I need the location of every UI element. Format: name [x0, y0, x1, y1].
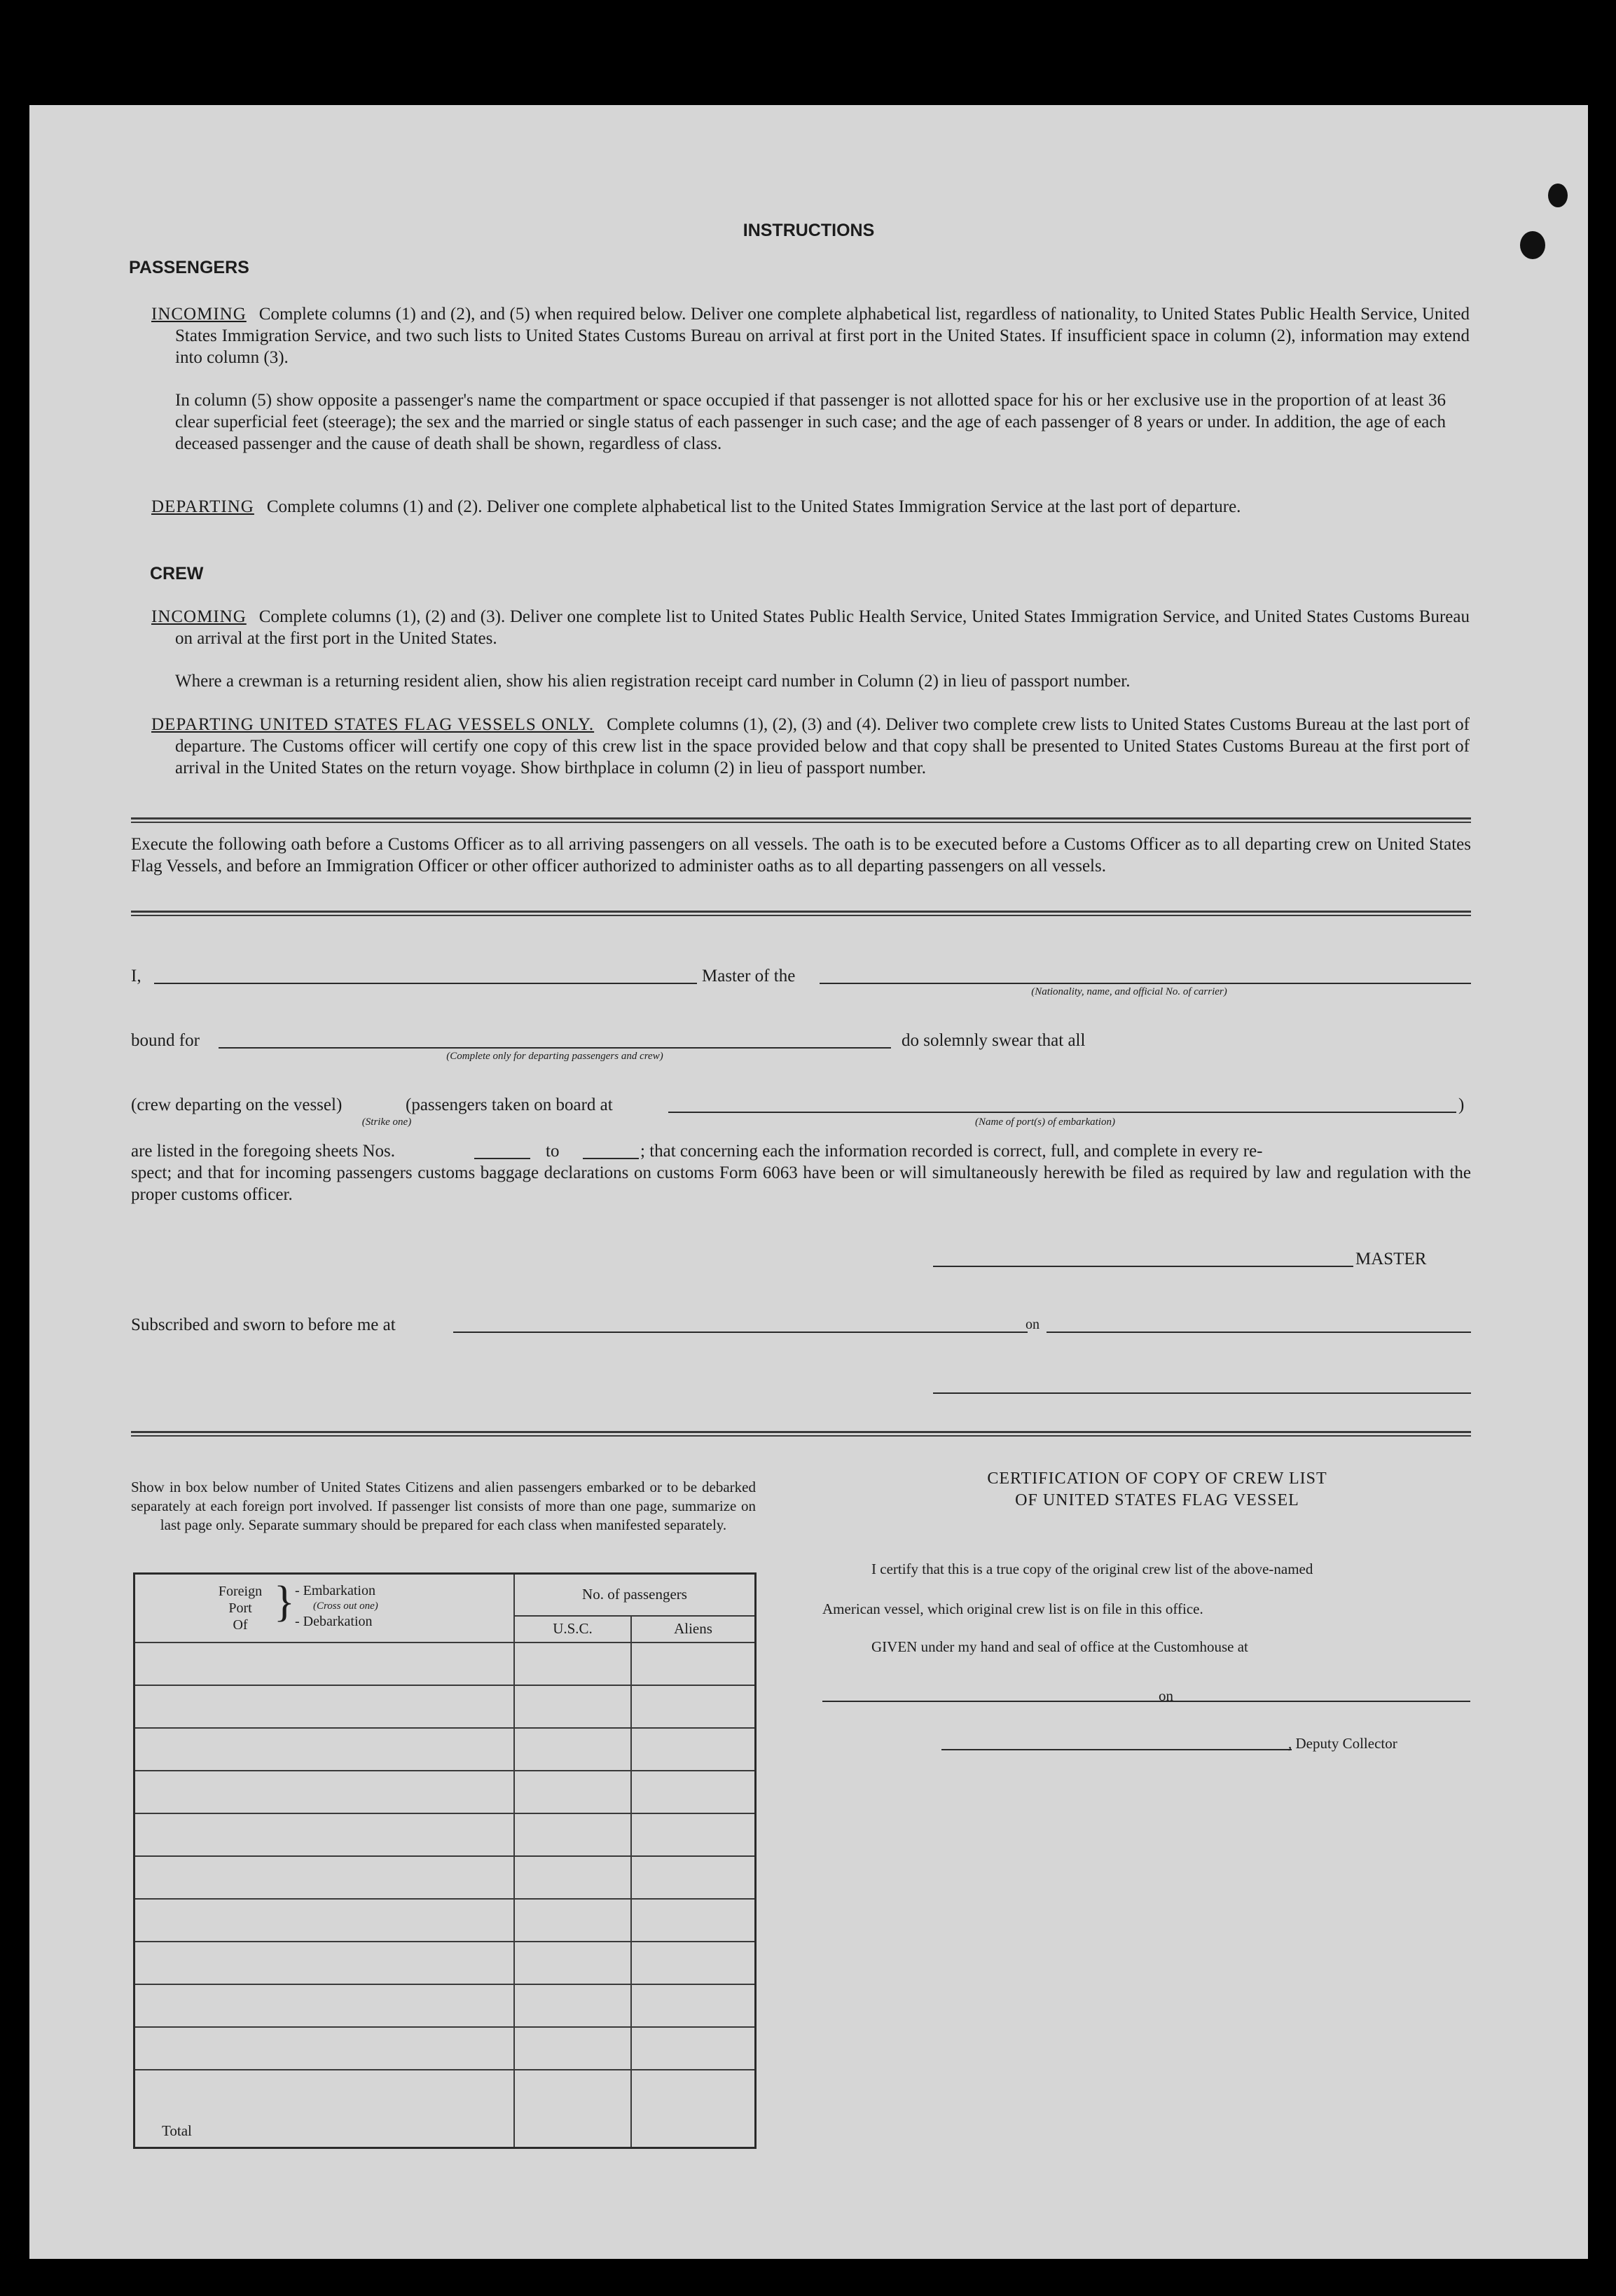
port-cell[interactable]: [134, 1856, 515, 1899]
certification-on-label: on: [1159, 1687, 1173, 1704]
subscribed-place-field[interactable]: [453, 1332, 1028, 1333]
listed-rest-paragraph: spect; and that for incoming passengers customs baggage declarations on customs Form 6063 have been or will simultaneously herewith be filed as required by law and regulation with the proper customs officer.: [131, 1163, 1471, 1204]
port-cell[interactable]: [134, 1984, 515, 2027]
crew-heading: CREW: [150, 564, 204, 583]
sheet-to-field[interactable]: [583, 1158, 639, 1159]
aliens-total-cell[interactable]: [631, 2070, 756, 2148]
master-of-label: Master of the: [702, 967, 796, 986]
aliens-cell[interactable]: [631, 1813, 756, 1856]
aliens-cell[interactable]: [631, 1643, 756, 1685]
passengers-departing-paragraph: [151, 496, 1470, 518]
bound-for-field[interactable]: [219, 1047, 891, 1049]
embarkation-option[interactable]: - Embarkation: [295, 1583, 375, 1598]
port-cell[interactable]: [134, 2027, 515, 2070]
divider-rule: [131, 817, 1471, 823]
crew-alien-paragraph: Where a crewman is a returning resident alien, show his alien registration receipt card number in Column (2) in lieu of passport number.: [175, 672, 1131, 691]
port-cell[interactable]: [134, 1643, 515, 1685]
usc-cell[interactable]: [514, 1813, 631, 1856]
embarkation-port-field[interactable]: [668, 1112, 1456, 1113]
crew-incoming-paragraph: [151, 606, 1470, 649]
port-cell[interactable]: [134, 1942, 515, 1984]
crew-departing-label: DEPARTING UNITED STATES FLAG VESSELS ONLY.: [151, 715, 595, 734]
crew-departing-paragraph: [151, 714, 1470, 779]
aliens-cell[interactable]: [631, 1942, 756, 1984]
summary-instruction: Show in box below number of United States Citizens and alien passengers embarked or to be debarked separately at each foreign port involved. If passenger list consists of more than one page, summarize on last page only. Separate summary should be prepared for each class when manifested separately.: [131, 1479, 756, 1533]
oath-intro: Execute the following oath before a Customs Officer as to all arriving passengers on all vessels. The oath is to be executed before a Customs Officer as to all departing crew on United States Flag Vessels, and before an Immigration Officer or other officer authorized to administer oaths as to all departing passengers on all vessels.: [131, 835, 1471, 876]
usc-cell[interactable]: [514, 1984, 631, 2027]
usc-cell[interactable]: [514, 1771, 631, 1813]
certify-line1: I certify that this is a true copy of the original crew list of the above-named: [871, 1561, 1313, 1577]
usc-cell[interactable]: [514, 1643, 631, 1685]
port-cell[interactable]: [134, 1685, 515, 1728]
usc-total-cell[interactable]: [514, 2070, 631, 2148]
port-cell[interactable]: [134, 1899, 515, 1942]
passengers-taken-option[interactable]: (passengers taken on board at: [406, 1095, 613, 1114]
crew-departing-text: Complete columns (1), (2), (3) and (4). Deliver two complete crew lists to United States Customs Bureau at the last port of departure. The Customs officer will certify one copy of this crew list in the space provided below and that copy shall be presented to United States Customs Bureau at the first port of arrival in the United States on the return voyage. Show birthplace in column (2) in lieu of passport number.: [175, 715, 1470, 777]
usc-cell[interactable]: [514, 2027, 631, 2070]
bound-for-label: bound for: [131, 1031, 200, 1050]
aliens-cell[interactable]: [631, 1728, 756, 1771]
given-line: GIVEN under my hand and seal of office at the Customhouse at: [871, 1638, 1248, 1655]
passengers-incoming-paragraph: [151, 303, 1470, 368]
form-sheet: [29, 105, 1588, 2259]
complete-note: (Complete only for departing passengers and crew): [446, 1051, 663, 1062]
deputy-signature-field[interactable]: [941, 1749, 1292, 1750]
divider-rule: [131, 1431, 1471, 1437]
aliens-cell[interactable]: [631, 1685, 756, 1728]
divider-rule: [131, 911, 1471, 916]
sheet-from-field[interactable]: [474, 1158, 530, 1159]
usc-cell[interactable]: [514, 1942, 631, 1984]
carrier-field[interactable]: [820, 983, 1471, 984]
master-name-field[interactable]: [154, 983, 697, 984]
of-label: Of: [233, 1617, 248, 1633]
aliens-cell[interactable]: [631, 1899, 756, 1942]
column5-paragraph: In column (5) show opposite a passenger's name the compartment or space occupied if that passenger is not allotted space for his or her exclusive use in the proportion of at least 36 clear superficial feet (steerage); the sex and the married or single status of each passenger in such case; and the age of each passenger of 8 years or under. In addition, the age of each deceased passenger and the cause of death shall be shown, regardless of class.: [175, 391, 1446, 453]
crew-incoming-label: INCOMING: [151, 607, 247, 626]
master-signature-label: MASTER: [1355, 1250, 1427, 1268]
certify-line2: American vessel, which original crew list is on file in this office.: [822, 1600, 1203, 1617]
customhouse-place-field[interactable]: [822, 1701, 1183, 1702]
instructions-heading: INSTRUCTIONS: [743, 221, 875, 240]
usc-header: U.S.C.: [514, 1616, 631, 1643]
subscribed-on-label: on: [1025, 1317, 1040, 1332]
close-paren: ): [1458, 1095, 1465, 1114]
port-label: Port: [228, 1600, 252, 1616]
port-cell[interactable]: [134, 1728, 515, 1771]
cross-out-note: (Cross out one): [313, 1600, 378, 1612]
listed-rest-line1: ; that concerning each the information recorded is correct, full, and complete in every re-: [640, 1142, 1263, 1161]
port-header-cell: [134, 1574, 515, 1643]
port-cell[interactable]: [134, 1771, 515, 1813]
aliens-cell[interactable]: [631, 2027, 756, 2070]
passengers-departing-label: DEPARTING: [151, 497, 254, 516]
brace-icon: }: [274, 1578, 295, 1626]
crew-incoming-text: Complete columns (1), (2) and (3). Deliver one complete list to United States Public Health Service, United States Immigration Service, and United States Customs Bureau on arrival at the first port in the United States.: [175, 607, 1470, 648]
passengers-departing-text: Complete columns (1) and (2). Deliver one complete alphabetical list to the United States Immigration Service at the last port of departure.: [266, 497, 1241, 516]
listed-sheets-label: are listed in the foregoing sheets Nos.: [131, 1142, 395, 1161]
foreign-label: Foreign: [218, 1584, 263, 1599]
strike-one-note: (Strike one): [361, 1116, 412, 1128]
total-label: Total: [134, 2070, 515, 2148]
certification-title-line2: OF UNITED STATES FLAG VESSEL: [1015, 1491, 1299, 1509]
carrier-note: (Nationality, name, and official No. of carrier): [1031, 986, 1227, 997]
port-cell[interactable]: [134, 1813, 515, 1856]
listed-to-label: to: [546, 1142, 560, 1161]
no-passengers-header: No. of passengers: [514, 1574, 756, 1616]
crew-departing-option[interactable]: (crew departing on the vessel): [131, 1095, 343, 1114]
officer-signature-field[interactable]: [933, 1392, 1471, 1394]
port-note: (Name of port(s) of embarkation): [975, 1116, 1115, 1128]
usc-cell[interactable]: [514, 1899, 631, 1942]
certification-title-line1: CERTIFICATION OF COPY OF CREW LIST: [987, 1469, 1327, 1488]
subscribed-date-field[interactable]: [1047, 1332, 1471, 1333]
swear-label: do solemnly swear that all: [902, 1031, 1086, 1050]
aliens-cell[interactable]: [631, 1771, 756, 1813]
aliens-cell[interactable]: [631, 1984, 756, 2027]
usc-cell[interactable]: [514, 1856, 631, 1899]
certification-date-field[interactable]: [1180, 1701, 1470, 1702]
usc-cell[interactable]: [514, 1728, 631, 1771]
subscribed-label: Subscribed and sworn to before me at: [131, 1315, 396, 1334]
passenger-summary-table: [133, 1572, 757, 2149]
aliens-header: Aliens: [631, 1616, 756, 1643]
passengers-heading: PASSENGERS: [129, 258, 249, 277]
usc-cell[interactable]: [514, 1685, 631, 1728]
aliens-cell[interactable]: [631, 1856, 756, 1899]
passengers-incoming-text: Complete columns (1) and (2), and (5) when required below. Deliver one complete alphabetical list, regardless of nationality, to United States Public Health Service, United States Immigration Service, and two such lists to United States Customs Bureau on arrival at first port in the United States. If insufficient space in column (2), information may extend into column (3).: [175, 305, 1470, 367]
master-signature-field[interactable]: [933, 1266, 1353, 1267]
passengers-incoming-label: INCOMING: [151, 305, 247, 324]
deputy-collector-label: , Deputy Collector: [1288, 1735, 1397, 1752]
scan-speck: [1548, 184, 1568, 207]
debarkation-option[interactable]: - Debarkation: [295, 1614, 373, 1629]
oath-i-label: I,: [131, 967, 141, 986]
